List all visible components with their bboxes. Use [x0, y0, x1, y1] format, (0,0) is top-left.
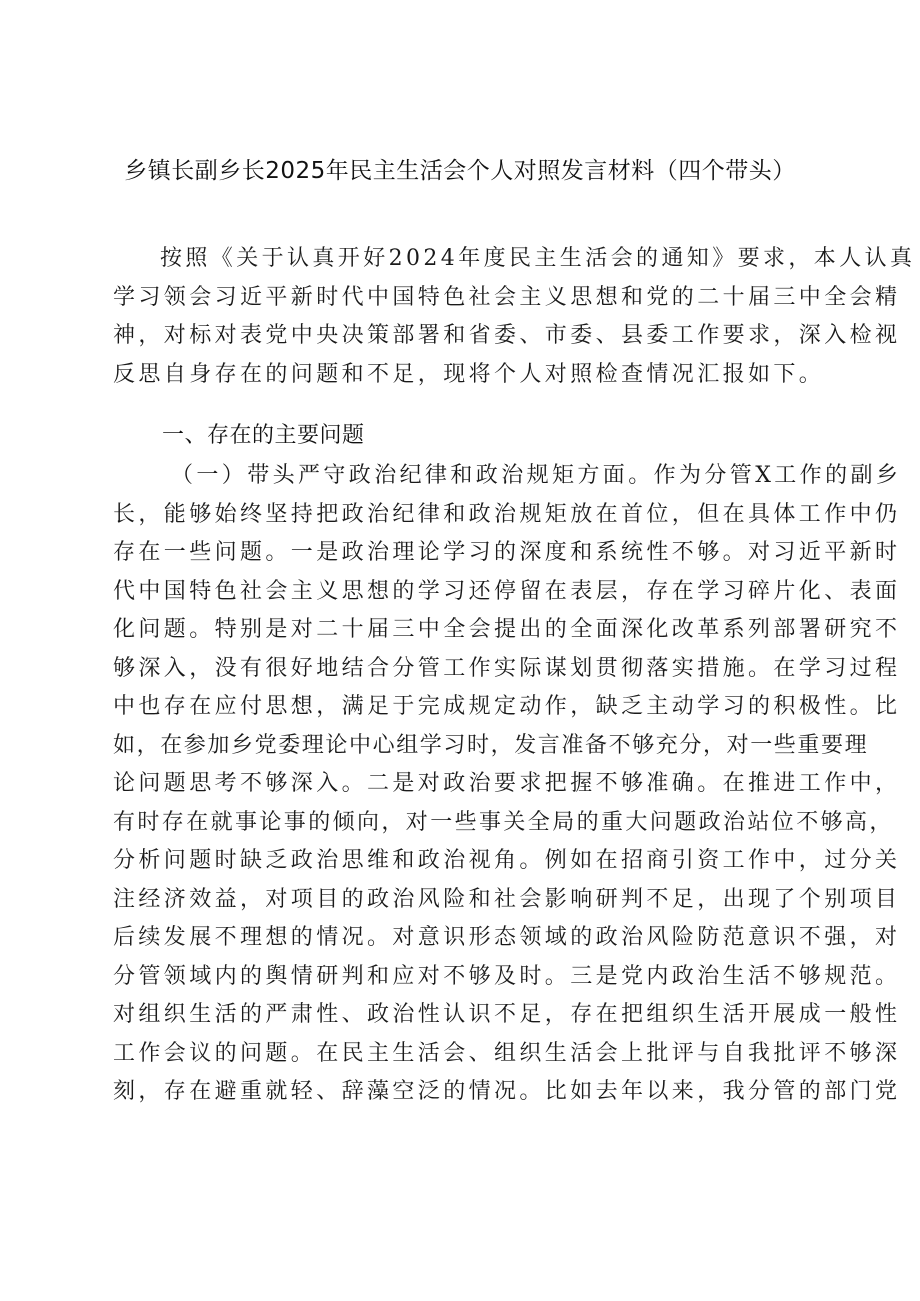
intro-paragraph [113, 240, 916, 394]
document-title: 乡镇长副乡长2025年民主生活会个人对照发言材料（四个带头） [124, 158, 796, 184]
paragraph-line: 注经济效益，对项目的政治风险和社会影响研判不足，出现了个别项目 [113, 886, 901, 912]
paragraph-line: 刻，存在避重就轻、辞藻空泛的情况。比如去年以来，我分管的部门党 [113, 1079, 901, 1104]
paragraph-line: 论问题思考不够深入。二是对政治要求把握不够准确。在推进工作中， [113, 771, 901, 796]
paragraph-line: 对组织生活的严肃性、政治性认识不足，存在把组织生活开展成一般性 [113, 1002, 901, 1027]
section-paragraph [113, 457, 902, 1112]
paragraph-line: 分析问题时缺乏政治思维和政治视角。例如在招商引资工作中，过分关 [113, 848, 901, 873]
paragraph-line: 分管领域内的舆情研判和应对不够及时。三是党内政治生活不够规范。 [113, 963, 901, 989]
paragraph-line: （一）带头严守政治纪律和政治规矩方面。作为分管X工作的副乡 [171, 463, 902, 488]
paragraph-line: 代中国特色社会主义思想的学习还停留在表层，存在学习碎片化、表面 [113, 578, 901, 604]
paragraph-line: 存在一些问题。一是政治理论学习的深度和系统性不够。对习近平新时 [113, 540, 901, 565]
paragraph-line: 神，对标对表党中央决策部署和省委、市委、县委工作要求，深入检视 [113, 323, 901, 348]
paragraph-line: 反思自身存在的问题和不足，现将个人对照检查情况汇报如下。 [113, 361, 825, 387]
paragraph-line: 学习领会习近平新时代中国特色社会主义思想和党的二十届三中全会精 [113, 284, 901, 310]
paragraph-line: 如，在参加乡党委理论中心组学习时，发言准备不够充分，对一些重要理 [113, 732, 869, 758]
paragraph-line: 后续发展不理想的情况。对意识形态领域的政治风险防范意识不强，对 [113, 925, 901, 950]
paragraph-line: 中也存在应付思想，满足于完成规定动作，缺乏主动学习的积极性。比 [113, 694, 901, 719]
paragraph-line: 长，能够始终坚持把政治纪律和政治规矩放在首位，但在具体工作中仍 [113, 501, 901, 527]
section-heading: 一、存在的主要问题 [162, 423, 365, 448]
paragraph-line: 工作会议的问题。在民主生活会、组织生活会上批评与自我批评不够深 [113, 1040, 901, 1066]
paragraph-line: 够深入，没有很好地结合分管工作实际谋划贯彻落实措施。在学习过程 [113, 655, 901, 681]
paragraph-line: 按照《关于认真开好2024年度民主生活会的通知》要求，本人认真 [160, 246, 916, 271]
paragraph-line: 化问题。特别是对二十届三中全会提出的全面深化改革系列部署研究不 [113, 617, 901, 642]
paragraph-line: 有时存在就事论事的倾向，对一些事关全局的重大问题政治站位不够高， [113, 809, 894, 835]
